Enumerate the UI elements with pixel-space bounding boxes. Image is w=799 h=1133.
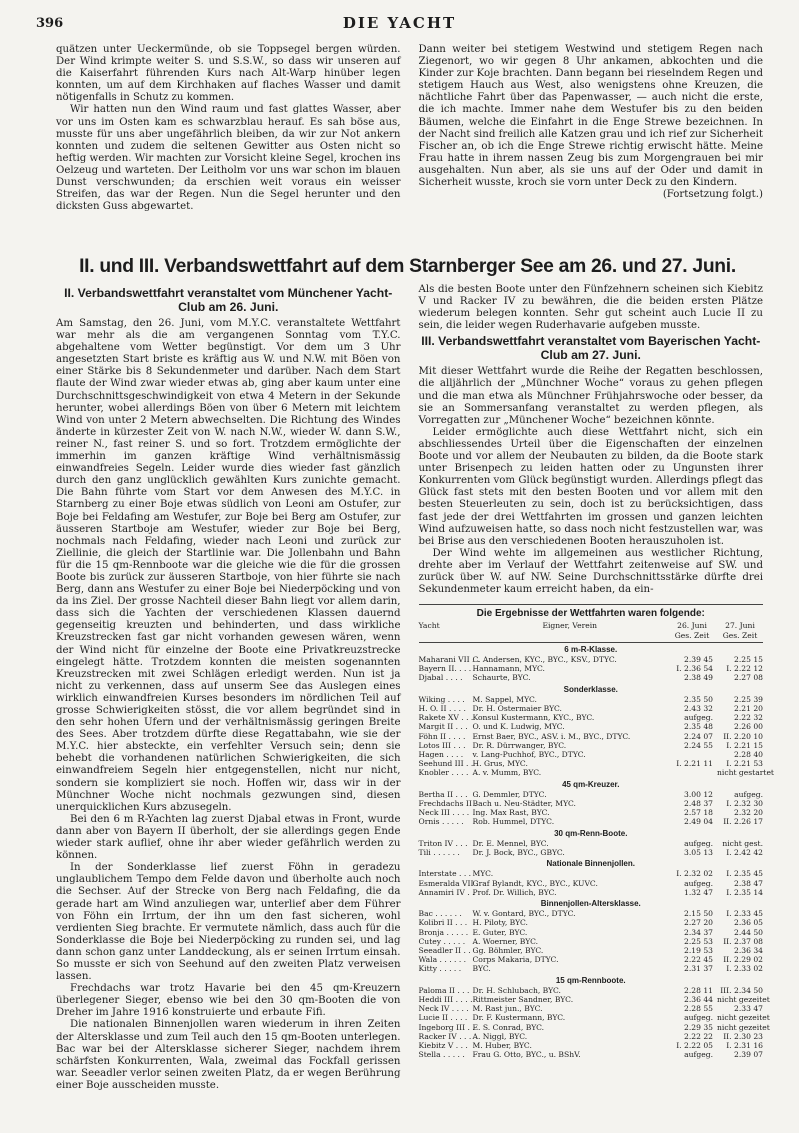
june27-time-cell: nicht gezeitet (717, 1022, 770, 1032)
results-row (419, 937, 764, 946)
results-row (419, 1050, 764, 1059)
regatta-article (56, 284, 774, 1114)
article-paragraph: Als die besten Boote unter den Fünfzehnern scheinen sich Kiebitz V und Racker IV zu bewähren, die die beiden ersten Plätze wiederum belegen konnten. Sehr gut scheint auch Lucie II zu sein, die leider wegen Ruderhavarie aufgeben musste. (418, 284, 763, 332)
june27-time-cell: I. 2.35 14 (726, 887, 763, 897)
results-row (419, 1041, 764, 1050)
june27-time-cell: I. 2.33 45 (726, 909, 763, 919)
june26-time-cell: I. 2.36 54 (676, 664, 713, 674)
june26-time-cell: 2.35 48 (684, 722, 713, 732)
june26-time-cell: 1.32 47 (684, 887, 713, 897)
article-paragraph: Am Samstag, den 26. Juni, vom M.Y.C. veranstaltete Wettfahrt war mehr als die am vergangenen Sonntag vom T.Y.C. abgehaltene vom Wetter begünstigt. Vor dem um 3 Uhr angesetzten Start briste es kräftig aus W. und N.W. mit Böen von einer Stärke bis 8 Sekundenmeter und darüber. Nach dem Start flaute der Wind zwar wieder etwas ab, ging aber kaum unter eine Durchschnittsgeschwindigkeit von etwa 4 Metern in der Sekunde herunter, wobei allerdings Böen von über 6 Metern mit leichtem Wind von unter 2 Metern abwechselten. Die Richtung des Windes änderte in kürzester Zeit von W. nach N.W., wieder W. dann S.W., reiner N., fast reiner S. und so fort. Trotzdem ermöglichte der immerhin im ganzen kräftige Wind verhältnismässig einwandfreies Segeln. Leider wurde dies wieder fast gänzlich durch den ganz unglücklich gewählten Kurs zunichte gemacht. Die Bahn führte vom Start vor dem Anwesen des M.Y.C. in Starnberg zu einer Boje etwas südlich von Leoni am Ostufer, zur Boje bei Feldafing am Westufer, zur Boje bei Berg am Ostufer, zur äusseren Startboje am Westufer, wieder zur Boje bei Berg, nochmals nach Feldafing, wieder nach Leoni und zurück zur Ziellinie, die gleich der Startlinie war. Die Jollenbahn und Bahn für die 15 qm-Rennboote war die gleiche wie die für die grossen Boote bis zurück zur äusseren Startboje, von hier führte sie nach Berg, dann ans Westufer zu einer Boje bei Niederpöcking und von da ins Ziel. Der grosse Nachteil dieser Bahn liegt vor allem darin, dass sich die Yachten der verschiedenen Klassen dauernd gegenseitig kreuzten und behinderten, und dass wirkliche Kreuzstrecken fast gar nicht vorhanden gewesen wären, wenn der Wind nicht für einzelne der Boote eine Privatkreuzstrecke eingelegt hätte. Trotzdem konnten die meisten sogenannten Kreuzstrecken mit zwei Schlägen erledigt werden. Nun ist ja nicht zu verkennen, dass auf unserm See das Auslegen eines wirklich einwandfreien Kurses besonders im nördlichen Teil auf grosse Schwierigkeiten stösst, die vor allem begründet sind in den sehr hohen Ufern und der verhältnismässig geringen Breite des Sees. Aber trotzdem dürfte diese Regattabahn, wie sie der M.Y.C. hier absteckte, ein verfehlter Versuch sein; denn sie behebt die vorhandenen natürlichen Schwierigkeiten, die sich einwandfreiem Segeln hier entgegenstellen, nicht nur nicht, sondern sie kompliziert sie noch. Hoffen wir, dass wir in der Münchner Woche nicht nochmals gezwungen sind, diesen unerquicklichen Kurs abzusegeln. (56, 318, 401, 813)
yacht-cell: Djabal . . . . (418, 673, 463, 683)
june27-time-cell: I. 2.42 42 (726, 848, 763, 858)
owner-cell: Bach u. Neu-Städter, MYC. (472, 799, 576, 809)
yacht-cell: Hagen . . . . (418, 750, 464, 759)
june26-time-cell: 2.36 44 (684, 995, 713, 1005)
yacht-cell: Frechdachs II . (418, 799, 477, 809)
article-paragraph: Bei den 6 m R-Yachten lag zuerst Djabal etwas in Front, wurde dann aber von Bayern II überholt, der sie allerdings gegen Ende wieder stark auflief, ohne ihr aber wieder gefährlich werden zu können. (56, 813, 401, 862)
owner-cell: BYC. (472, 964, 491, 974)
results-row (419, 918, 764, 927)
results-row (419, 1004, 764, 1013)
continued-note: (Fortsetzung folgt.) (662, 189, 763, 201)
article-paragraph: Dann weiter bei stetigem Westwind und stetigem Regen nach Ziegenort, wo wir gegen 8 Uhr ankamen, abkochten und die Kinder zur Koje brachten. Dann begann bei rieselndem Regen und stetigem Hauch aus West, also wenigstens ohne Kreuzen, die nächtliche Fahrt über das Papenwasser, — auch nicht die erste, die ich machte. Immer nahe dem Westufer bis zu den beiden Bäumen, welche die Einfahrt in die Enge Strewe bezeichnen. In der Nacht sind freilich alle Katzen grau und ich rief zur Sicherheit Fischer an, ob ich die Enge Strewe richtig erwischt hätte. Meine Frau hatte in ihrem nassen Zeug bis zum Morgengrauen bei mir ausgehalten. Nun aber, als sie uns auf der Oder und damit in Sicherheit wusste, kroch sie vorn unter Deck zu den Kindern. (418, 44, 763, 189)
june27-time-cell: I. 2.31 16 (726, 1041, 763, 1051)
owner-cell: M. Sappel, MYC. (472, 694, 537, 704)
results-row (419, 1032, 764, 1041)
owner-cell: MYC. (472, 869, 494, 879)
june26-time-cell: aufgeg. (684, 1013, 713, 1023)
june27-time-cell: 2.26 00 (734, 722, 763, 732)
june26-time-cell: I. 2.22 05 (676, 1041, 713, 1051)
page-header (36, 14, 763, 38)
june27-time-cell: 2.21 20 (734, 703, 763, 713)
june26-time-cell: 2.34 37 (684, 927, 713, 937)
june27-time-cell: nicht gezeitet (717, 995, 770, 1005)
results-row (419, 839, 764, 848)
results-row (418, 768, 774, 778)
owner-cell: H. Grus, MYC. (472, 759, 528, 769)
yacht-cell: Lucie II . . . . (418, 1013, 468, 1023)
yacht-cell: Bayern II. . . . (418, 664, 472, 674)
june26-time-cell: I. 2.32 02 (676, 869, 713, 879)
article-paragraph: In der Sonderklasse lief zuerst Föhn in geradezu unglaublichem Tempo dem Felde davon und überholte auch noch die Sechser. Auf der Strecke von Berg nach Feldafing, die da gerade hart am Wind anzuliegen war, unterlief aber dem Führer von Föhn ein Irrtum, der ihn um den fast sicheren, wohl verdienten Sieg brachte. Er vermutete nämlich, dass auch für die Sonderklasse die Boje bei Niederpöcking zu runden sei, und lag dann schon ganz unter Landdeckung, als er seinen Irrtum einsah. So musste er sich von Seehund auf den zweiten Platz verweisen lassen. (56, 862, 401, 983)
june27-time-cell: II. 2.37 08 (723, 936, 763, 946)
results-row (419, 759, 764, 768)
june27-time-cell: 2.39 07 (734, 1050, 763, 1060)
article-left-column (56, 284, 401, 1114)
results-class-heading: Sonderklasse. (563, 684, 618, 694)
results-row (419, 741, 764, 750)
owner-cell: O. und K. Ludwig, MYC. (472, 722, 565, 732)
owner-cell: Dr. J. Bock, BYC., GBYC. (472, 848, 565, 858)
results-row (419, 695, 764, 704)
continued-article-right-column (419, 44, 764, 224)
results-class-heading: 45 qm-Kreuzer. (562, 779, 620, 789)
yacht-cell: H. O. II . . . . (418, 703, 466, 713)
june27-time-cell: 2.33 47 (734, 1004, 763, 1014)
article-headline: II. und III. Verbandswettfahrt auf dem Starnberger See am 26. und 27. Juni. (79, 256, 736, 277)
yacht-cell: Ornis . . . . . (418, 817, 464, 827)
june26-time-cell: 2.49 04 (684, 817, 713, 827)
yacht-cell: Cutey . . . . . (418, 936, 466, 946)
june26-time-cell: 2.24 07 (684, 731, 713, 741)
yacht-cell: Kolibri II . . . (418, 918, 468, 928)
june27-time-cell: 2.27 08 (734, 673, 763, 683)
results-class-heading: Binnenjollen-Altersklasse. (540, 899, 641, 909)
june26-time-cell (671, 750, 713, 759)
results-row (419, 655, 764, 664)
owner-cell: Rob. Hummel, DTYC. (472, 817, 555, 827)
owner-cell: A. Woerner, BYC. (472, 936, 539, 946)
results-body (418, 644, 774, 1060)
yacht-cell: Bronja . . . . . (418, 927, 469, 937)
june27-time-cell: I. 2.32 30 (726, 799, 763, 809)
owner-cell: M. Rast jun., BYC. (472, 1004, 543, 1014)
june26-time-cell: 2.28 11 (684, 985, 713, 995)
owner-cell: Frau G. Otto, BYC., u. BShV. (472, 1050, 581, 1060)
article-paragraph: quätzen unter Ueckermünde, ob sie Toppsegel bergen würden. Der Wind krimpte weiter S. und S.S.W., so dass wir unseren auf die Kaiserfahrt führenden Kurs nach Alt-Warp hinüber legen konnten, um auf dem Kirchhaken auf flaches Wasser und damit nötigenfalls in Schutz zu kommen. (56, 44, 401, 104)
june26-time-cell: 2.28 55 (684, 1004, 713, 1014)
results-row (419, 964, 764, 973)
owner-cell: Gg. Böhmler, BYC. (472, 946, 544, 956)
june27-time-cell: I. 2.21 15 (726, 740, 763, 750)
owner-cell: Ing. Max Rast, BYC. (472, 808, 550, 818)
owner-cell: W. v. Gontard, BYC., DTYC. (472, 909, 576, 919)
june26-time-cell: 2.24 55 (684, 740, 713, 750)
owner-cell: G. Demmler, DTYC. (472, 789, 547, 799)
owner-cell: Konsul Kustermann, KYC., BYC. (472, 713, 595, 723)
section-ii-body (56, 318, 401, 1092)
results-row (419, 722, 764, 731)
june26-time-cell: aufgeg. (684, 713, 713, 723)
results-row (419, 713, 764, 722)
june27-time-cell: II. 2.30 23 (723, 1031, 763, 1041)
article-paragraph: Mit dieser Wettfahrt wurde die Reihe der Regatten beschlossen, die alljährlich der „Münchner Woche“ voraus zu gehen pflegen und die man etwa als Münchner Frühjahrswoche oder besser, da sie an Sommersanfang veranstaltet zu werden pflegen, als Vorregatten zur „Münchener Woche“ bezeichnen könnte. (418, 366, 763, 426)
results-row (419, 946, 764, 955)
col-header-june26: 26. Juni Ges. Zeit (674, 621, 710, 640)
june27-time-cell: 2.22 32 (734, 713, 763, 723)
owner-cell: E. Guter, BYC. (472, 927, 528, 937)
article-right-column (418, 284, 774, 1114)
june26-time-cell: 2.38 49 (684, 673, 713, 683)
yacht-cell: Knobler . . . . (418, 768, 469, 778)
owner-cell: A. Niggl, BYC. (472, 1031, 528, 1041)
results-row (419, 928, 764, 937)
results-header (419, 621, 764, 642)
june27-time-cell: aufgeg. (734, 789, 763, 799)
june27-time-cell: nicht gestartet (717, 768, 774, 778)
owner-cell: Graf Bylandt, KYC., BYC., KUVC. (472, 878, 598, 888)
results-row (418, 1022, 770, 1032)
yacht-cell: Paloma II . . . (418, 985, 470, 995)
june26-time-cell: 2.25 53 (684, 936, 713, 946)
results-class-heading: 30 qm-Renn-Boote. (554, 828, 628, 838)
yacht-cell: Margit II . . . (418, 722, 468, 732)
june27-time-cell: II. 2.29 02 (723, 955, 763, 965)
june26-time-cell: 2.48 37 (684, 799, 713, 809)
col-header-owner: Eigner, Verein (542, 621, 598, 631)
yacht-cell: Bac . . . . . . (418, 909, 462, 919)
yacht-cell: Wiking . . . . (418, 694, 465, 704)
june27-time-cell: 2.32 20 (734, 808, 763, 818)
article-paragraph: Frechdachs war trotz Havarie bei den 45 qm-Kreuzern überlegener Sieger, ebenso wie bei den 30 qm-Booten die von Dreher im Jahre 1916 konstruierte und erbaute Fifi. (56, 983, 401, 1019)
owner-cell: Ernst Baer, BYC., ASV. i. M., BYC., DTYC. (472, 731, 631, 741)
owner-cell: Hannamann, MYC. (472, 664, 545, 674)
june26-time-cell: 3.05 13 (684, 848, 713, 858)
col-header-yacht: Yacht (418, 621, 440, 631)
june26-time-cell: 2.22 22 (684, 1031, 713, 1041)
yacht-cell: Esmeralda VII . (418, 878, 479, 888)
june27-time-cell: II. 2.20 10 (723, 731, 763, 741)
results-row (419, 888, 764, 897)
june26-time-cell: 2.27 20 (684, 918, 713, 928)
june27-time-cell: 2.44 50 (734, 927, 763, 937)
june27-time-cell: I. 2.22 12 (726, 664, 763, 674)
results-row (419, 799, 764, 808)
owner-cell: C. Andersen, KYC., BYC., KSV., DTYC. (472, 654, 617, 664)
results-title: Die Ergebnisse der Wettfahrten waren folgende: (476, 608, 705, 620)
yacht-cell: Interstate . . . (418, 869, 472, 879)
june26-time-cell: 2.43 32 (684, 703, 713, 713)
yacht-cell: Heddi III . . . . (418, 995, 473, 1005)
june26-time-cell: 2.39 45 (684, 654, 713, 664)
section-iii-body (419, 366, 764, 596)
results-row (419, 955, 764, 964)
yacht-cell: Triton IV . . . (418, 838, 468, 848)
june26-time-cell: aufgeg. (684, 838, 713, 848)
june27-time-cell: 2.36 05 (734, 918, 763, 928)
owner-cell: v. Lang-Puchhof, BYC., DTYC. (472, 750, 586, 759)
results-row (419, 986, 764, 995)
june26-time-cell: 3.00 12 (684, 789, 713, 799)
june26-time-cell: 2.57 18 (684, 808, 713, 818)
results-row (418, 1013, 770, 1023)
results-class-heading: 6 m-R-Klasse. (564, 644, 618, 654)
yacht-cell: Kitty . . . . . (418, 964, 462, 974)
results-row (418, 995, 770, 1005)
owner-cell: Rittmeister Sandner, BYC. (472, 995, 574, 1005)
continued-article (56, 44, 763, 224)
owner-cell: M. Huber, BYC. (472, 1041, 532, 1051)
yacht-cell: Annamiri IV . . (418, 887, 475, 897)
results-row (419, 673, 764, 682)
yacht-cell: Stella . . . . . (418, 1050, 465, 1060)
owner-cell: Corps Makaria, DTYC. (472, 955, 559, 965)
june26-time-cell: I. 2.21 11 (676, 759, 713, 769)
results-table (418, 604, 774, 1060)
col-header-june27: 27. Juni Ges. Zeit (722, 621, 758, 640)
june26-time-cell: aufgeg. (684, 878, 713, 888)
article-paragraph: Leider ermöglichte auch diese Wettfahrt nicht, sich ein abschliessendes Urteil über die Eigenschaften der einzelnen Boote und vor allem der Neubauten zu bilden, da die Boote stark unter Brisenpech zu leiden hatten oder zu Ungunsten ihrer Konkurrenten vom Glück begünstigt wurden. Allerdings pflegt das Glück fast stets mit den besten Booten und vor allem mit den besten Steuerleuten zu sein, doch ist zu berücksichtigen, dass fast jede der drei Wettfahrten im grossen und ganzen leichten Wind aufzuweisen hatte, so dass noch nicht festzustellen war, was bei Brise aus den verschiedenen Booten herauszuholen ist. (418, 426, 763, 547)
yacht-cell: Neck III . . . . (418, 808, 470, 818)
owner-cell: Schaurte, BYC. (472, 673, 531, 683)
continued-article-left-column (56, 44, 401, 224)
results-row (419, 750, 764, 759)
owner-cell: E. S. Conrad, BYC. (472, 1022, 545, 1032)
owner-cell: Dr. F. Kustermann, BYC. (472, 1013, 566, 1023)
june27-time-cell: I. 2.35 45 (726, 869, 763, 879)
yacht-cell: Bertha II . . . (418, 789, 468, 799)
yacht-cell: Lotos III . . . (418, 740, 466, 750)
yacht-cell: Maharani VII . . (418, 654, 480, 664)
journal-title: DIE YACHT (342, 14, 457, 32)
yacht-cell: Racker IV . . . (418, 1031, 472, 1041)
results-row (419, 664, 764, 673)
june27-time-cell: 2.38 47 (734, 878, 763, 888)
yacht-cell: Neck IV . . . . (418, 1004, 469, 1014)
article-paragraph: Der Wind wehte im allgemeinen aus westlicher Richtung, drehte aber im Verlauf der Wettfahrt zeitenweise auf SW. und zurück über W. auf NW. Seine Durchschnittsstärke dürfte drei Sekundenmeter kaum erreicht haben, da ein- (418, 547, 763, 596)
june26-time-cell: 2.19 53 (684, 946, 713, 956)
june27-time-cell: 2.25 15 (734, 654, 763, 664)
june26-time-cell: aufgeg. (684, 1050, 713, 1060)
june27-time-cell: nicht gezeitet (717, 1013, 770, 1023)
results-row (419, 869, 764, 878)
june26-time-cell: 2.31 37 (684, 964, 713, 974)
results-row (419, 909, 764, 918)
june26-time-cell: 2.35 50 (684, 694, 713, 704)
owner-cell: Dr. H. Ostermaier BYC. (472, 703, 562, 713)
owner-cell: Prof. Dr. Willich, BYC. (472, 887, 557, 897)
june27-time-cell: I. 2.33 02 (726, 964, 763, 974)
article-paragraph: Die nationalen Binnenjollen waren wiederum in ihren Zeiten der Altersklasse und zum Teil auch den 15 qm-Booten unterlegen. Bac war bei der Altersklasse sicherer Sieger, nachdem ihrem schärfsten Konkurrenten, Wala, zweimal das Fockfall gerissen war. Seeadler verlor seinen zweiten Platz, da er wegen Berührung einer Boje ausscheiden musste. (56, 1019, 401, 1091)
june27-time-cell: I. 2.21 53 (726, 759, 763, 769)
owner-cell: A. v. Mumm, BYC. (472, 768, 542, 778)
yacht-cell: Kiebitz V . . . (418, 1041, 468, 1051)
results-row (419, 704, 764, 713)
june27-time-cell: II. 2.26 17 (723, 817, 763, 827)
june26-time-cell (671, 768, 713, 777)
yacht-cell: Tili . . . . . . (418, 848, 460, 858)
results-class-heading: 15 qm-Rennboote. (555, 975, 626, 985)
results-class-heading: Nationale Binnenjollen. (546, 859, 635, 869)
results-row (419, 879, 764, 888)
yacht-cell: Föhn II . . . . (418, 731, 466, 741)
owner-cell: H. Piloty, BYC. (472, 918, 528, 928)
owner-cell: Dr. R. Dürrwanger, BYC. (472, 740, 567, 750)
results-row (419, 808, 764, 817)
page-number: 396 (36, 16, 64, 31)
owner-cell: Dr. H. Schlubach, BYC. (472, 985, 561, 995)
results-row (419, 817, 764, 826)
june26-time-cell: 2.22 45 (684, 955, 713, 965)
june26-time-cell: 2.15 50 (684, 909, 713, 919)
yacht-cell: Seeadler II . . (418, 946, 471, 956)
section-heading-ii: II. Verbandswettfahrt veranstaltet vom Münchener Yacht-Club am 26. Juni. (64, 286, 393, 314)
yacht-cell: Ingeborg III . . (418, 1022, 475, 1032)
yacht-cell: Rakete XV . . . (418, 713, 474, 723)
results-row (419, 732, 764, 741)
results-row (419, 790, 764, 799)
june27-time-cell: 2.28 40 (734, 750, 763, 759)
june27-time-cell: III. 2.34 50 (720, 985, 763, 995)
yacht-cell: Seehund III . . (418, 759, 474, 769)
june27-time-cell: nicht gest. (722, 838, 763, 848)
june27-time-cell: 2.25 39 (734, 694, 763, 704)
results-row (419, 848, 764, 857)
june26-time-cell: 2.29 35 (684, 1022, 713, 1032)
yacht-cell: Wala . . . . . . (418, 955, 467, 965)
section-heading-iii: III. Verbandswettfahrt veranstaltet vom Bayerischen Yacht-Club am 27. Juni. (421, 334, 761, 363)
owner-cell: Dr. E. Mennel, BYC. (472, 838, 549, 848)
article-paragraph: Wir hatten nun den Wind raum und fast glattes Wasser, aber vor uns im Osten kam es schwarzblau herauf. Es sah böse aus, musste für uns aber ungefährlich bleiben, da wir zur Not ankern konnten und zudem die seltenen Gewitter aus Osten nicht so heftig werden. Wir machten zur Vorsicht kleine Segel, krochen ins Oelzeug und warteten. Der Leitholm vor uns war schon im blauen Dunst verschwunden; da erschien weit voraus ein weisser Streifen, das war der Regen. Nun die Segel herunter und den dicksten Guss abgewartet. (56, 104, 401, 213)
june27-time-cell: 2.36 34 (734, 946, 763, 956)
